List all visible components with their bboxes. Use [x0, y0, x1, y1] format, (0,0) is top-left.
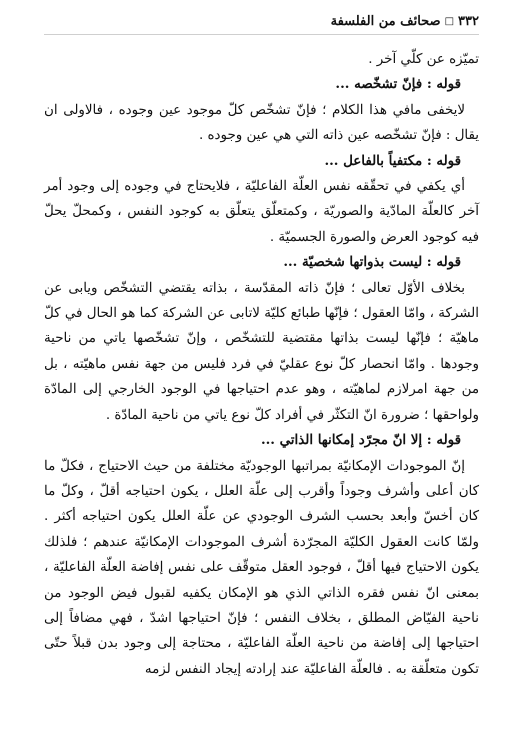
paragraph: لايخفى مافي هذا الكلام ؛ فإنّ تشخّص كلّ موجود عين وجوده ، فالاولى ان يقال : فإنّ تشخّصه عين ذاته التي هي عين وجوده .	[44, 102, 479, 144]
paragraph: تميّزه عن كلّي آخر .	[368, 52, 479, 67]
section-heading: قوله : إلا انّ مجرّد إمكانها الذاتي ...	[260, 432, 461, 449]
book-title: صحائف من الفلسفة	[330, 13, 441, 29]
header-label	[331, 14, 479, 29]
page-body	[44, 47, 479, 682]
square-separator-icon: □	[444, 15, 455, 27]
section-heading: قوله : فإنّ تشخّصه ...	[335, 76, 461, 93]
paragraph: بخلاف الأوّل تعالى ؛ فإنّ ذاته المقدّسة ، بذاته يقتضي التشخّص ويابى عن الشركة ، وامّا العقول ؛ فإنّها طبائع كليّة لاتابى عن الشركة كما هو الحال في كلّ ماهيّة ؛ فإنّها ليست بذاتها مقتضية للتشخّص ، وإنّ تشخّصها ياتي من ناحية وجودها . وامّا انحصار كلّ نوع عقليّ في فرد فليس من جهة نفس ماهيّته ، بل من جهة امرلازم لماهيّته ، وهو عدم احتياجها في الوجود الخارجي إلى المادّة ولواحقها ؛ ضرورة انّ التكثّر في أفراد كلّ نوع ياتي من ناحية المادّة .	[44, 280, 479, 423]
section-heading: قوله : مكتفياً بالفاعل ...	[324, 152, 461, 169]
page-number: ٣٣٢	[458, 13, 479, 29]
page-header	[44, 8, 479, 35]
paragraph: إنّ الموجودات الإمكانيّة بمراتبها الوجوديّة مختلفة من حيث الاحتياج ، فكلّ ما كان أعلى وأشرف وجوداً وأقرب إلى علّة العلل ، يكون احتياجه أقلّ ، وكلّ ما كان أخسّ وأبعد بحسب الشرف الوجودي عن علّة العلل يكون احتياجه أكثر . ولمّا كانت العقول الكليّة المجرّدة أشرف الموجودات الإمكانيّة عندهم ؛ فلذلك يكون الاحتياج فيها أقلّ ، فوجود العقل متوقّف على نفس إفاضة العلّة الفاعليّة ، بمعنى انّ نفس فقره الذاتي الذي هو الإمكان يكفيه لقبول فيض الوجود من ناحية الفيّاض المطلق ، بخلاف النفس ؛ فإنّ احتياجها اشدّ ، فهي مضافاً إلى احتياجها إلى إفاضة من ناحية العلّة الفاعليّة ، محتاجة إلى وجود بدن قبلاً حتّى تكون متعلّقة به . فالعلّة الفاعليّة عند إرادته إيجاد النفس لزمه	[44, 458, 479, 677]
section-heading: قوله : ليست بذواتها شخصيّة ...	[283, 254, 461, 271]
paragraph: أي يكفي في تحقّقه نفس العلّة الفاعليّة ، فلايحتاج في وجوده إلى وجود أمر آخر كالعلّة المادّية والصوريّة ، وكمتعلّق يتعلّق به كوجود النفس ، وكمحلّ يحلّ فيه كوجود العرض والصورة الجسميّة .	[44, 179, 479, 245]
